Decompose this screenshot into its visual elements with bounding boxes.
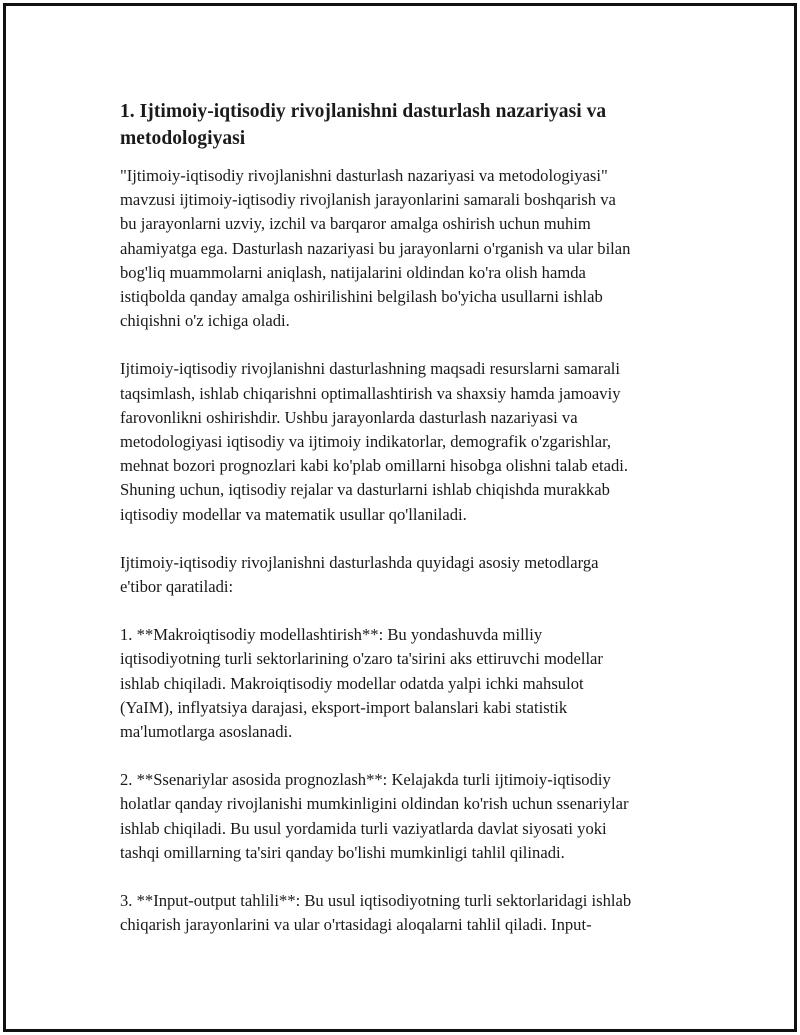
text-line: taqsimlash, ishlab chiqarishni optimallashtirish va shaxsiy hamda jamoaviy [120,383,621,403]
text-line: istiqbolda qanday amalga oshirilishini belgilash bo'yicha usullarni ishlab [120,287,603,307]
text-line: tashqi omillarning ta'siri qanday bo'lishi mumkinligi tahlil qilinadi. [120,842,565,862]
list-item-1 [120,623,700,744]
document-body [120,98,700,961]
text-line: e'tibor qaratiladi: [120,577,234,597]
text-line: bu jarayonlarni uzviy, izchil va barqaror amalga oshirish uchun muhim [120,214,591,234]
text-line: mehnat bozori prognozlari kabi ko'plab omillarni hisobga olishni talab etadi. [120,456,629,476]
text-line: Ijtimoiy-iqtisodiy rivojlanishni dasturlashda quyidagi asosiy metodlarga [120,552,599,572]
heading-line: metodologiyasi [120,128,246,149]
text-line: 1. **Makroiqtisodiy modellashtirish**: Bu yondashuvda milliy [120,625,543,645]
text-line: 3. **Input-output tahlili**: Bu usul iqtisodiyotning turli sektorlaridagi ishlab [120,891,632,911]
text-line: chiqarish jarayonlarini va ular o'rtasidagi aloqalarni tahlil qiladi. Input- [120,915,592,935]
text-line: ishlab chiqiladi. Makroiqtisodiy modellar odatda yalpi ichki mahsulot [120,673,584,693]
text-line: 2. **Ssenariylar asosida prognozlash**: Kelajakda turli ijtimoiy-iqtisodiy [120,770,611,790]
text-line: (YaIM), inflyatsiya darajasi, eksport-import balanslari kabi statistik [120,697,568,717]
text-line: iqtisodiyotning turli sektorlarining o'zaro ta'sirini aks ettiruvchi modellar [120,649,603,669]
list-item-2 [120,768,700,865]
paragraph-purpose [120,357,700,526]
heading-line: 1. Ijtimoiy-iqtisodiy rivojlanishni dasturlash nazariyasi va [120,101,607,122]
paragraph-methods-intro [120,551,700,599]
section-heading [120,98,700,152]
text-line: mavzusi ijtimoiy-iqtisodiy rivojlanish jarayonlarini samarali boshqarish va [120,190,616,210]
text-line: Ijtimoiy-iqtisodiy rivojlanishni dasturlashning maqsadi resurslarni samarali [120,359,621,379]
text-line: metodologiyasi iqtisodiy va ijtimoiy indikatorlar, demografik o'zgarishlar, [120,432,612,452]
text-line: Shuning uchun, iqtisodiy rejalar va dasturlarni ishlab chiqishda murakkab [120,480,610,500]
text-line: bog'liq muammolarni aniqlash, natijalarini oldindan ko'ra olish hamda [120,262,586,282]
paragraph-intro [120,164,700,333]
text-line: ma'lumotlarga asoslanadi. [120,722,293,742]
text-line: "Ijtimoiy-iqtisodiy rivojlanishni dasturlash nazariyasi va metodologiyasi" [120,166,608,185]
text-line: ishlab chiqiladi. Bu usul yordamida turli vaziyatlarda davlat siyosati yoki [120,818,607,838]
list-item-3 [120,889,700,937]
text-line: chiqishni o'z ichiga oladi. [120,311,290,331]
text-line: iqtisodiy modellar va matematik usullar qo'llaniladi. [120,504,467,524]
text-line: holatlar qanday rivojlanishi mumkinligini oldindan ko'rish uchun ssenariylar [120,794,629,814]
text-line: farovonlikni oshirishdir. Ushbu jarayonlarda dasturlash nazariyasi va [120,407,578,427]
page-frame [3,3,797,1032]
text-line: ahamiyatga ega. Dasturlash nazariyasi bu jarayonlarni o'rganish va ular bilan [120,238,631,258]
